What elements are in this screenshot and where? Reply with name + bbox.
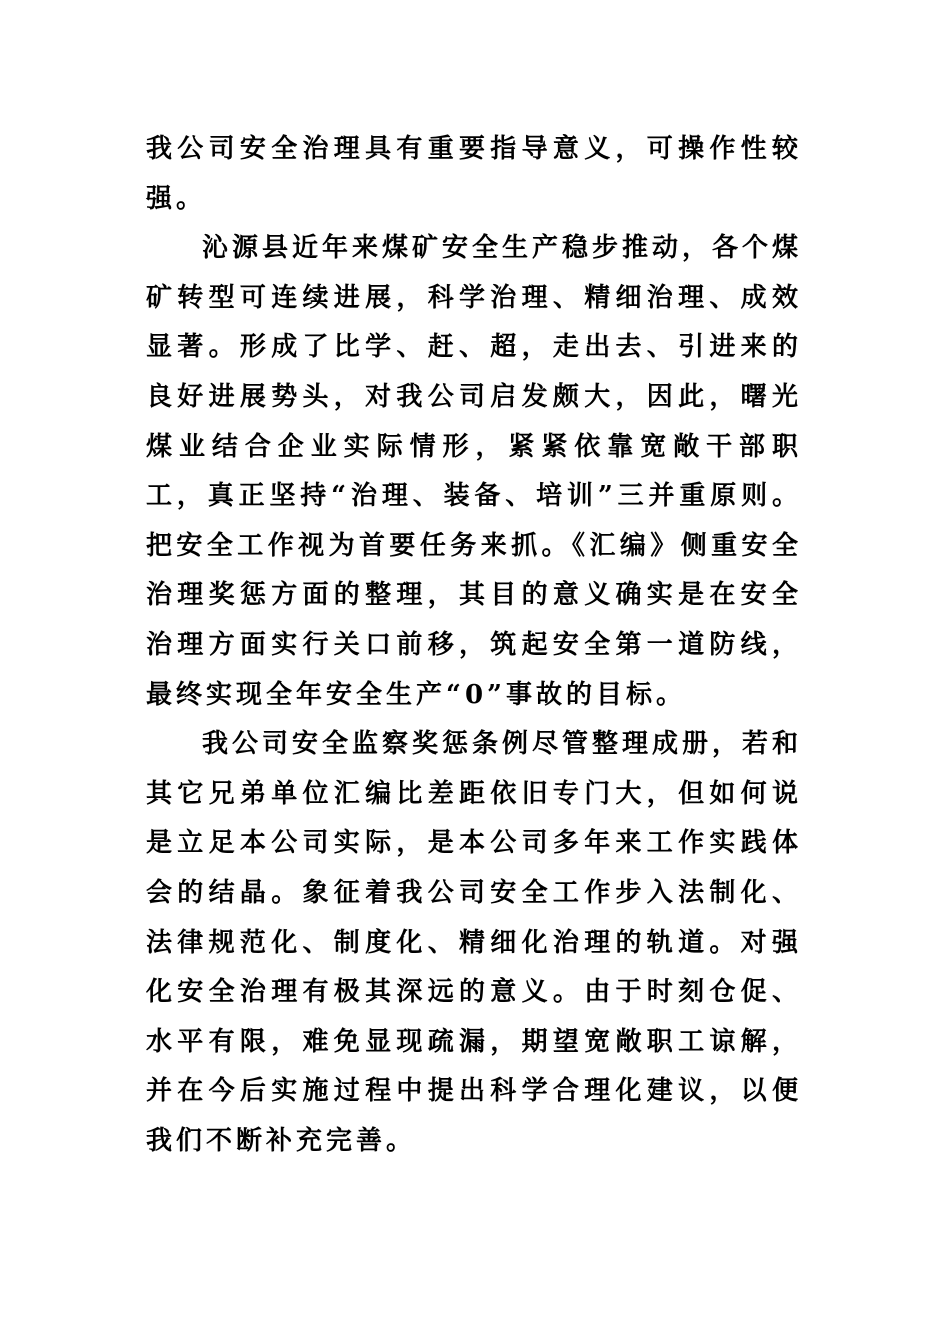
paragraph-continuation: 我公司安全治理具有重要指导意义，可操作性较强。 (146, 134, 802, 214)
paragraph-compilation-significance: 我公司安全监察奖惩条例尽管整理成册，若和其它兄弟单位汇编比差距依旧专门大，但如何说是立足本公司实际，是本公司多年来工作实践体会的结晶。象征着我公司安全工作步入法制化、法律规范化、制度化、精细化治理的轨道。对强化安全治理有极其深远的意义。由于时刻仓促、水平有限，难免显现疏漏，期望宽敞职工谅解，并在今后实施过程中提出科学合理化建议，以便我们不断补充完善。 (146, 729, 803, 1156)
document-page (146, 125, 802, 1166)
paragraph-safety-progress: 沁源县近年来煤矿安全生产稳步推动，各个煤矿转型可连续进展，科学治理、精细治理、成效显著。形成了比学、赶、超，走出去、引进来的良好进展势头，对我公司启发颇大，因此，曙光煤业结合企业实际情形，紧紧依靠宽敞干部职工，真正坚持“治理、装备、培训”三并重原则。把安全工作视为首要任务来抓。《汇编》侧重安全治理奖惩方面的整理，其目的意义确实是在安全治理方面实行关口前移，筑起安全第一道防线，最终实现全年安全生产“0”事故的目标。 (146, 233, 803, 710)
